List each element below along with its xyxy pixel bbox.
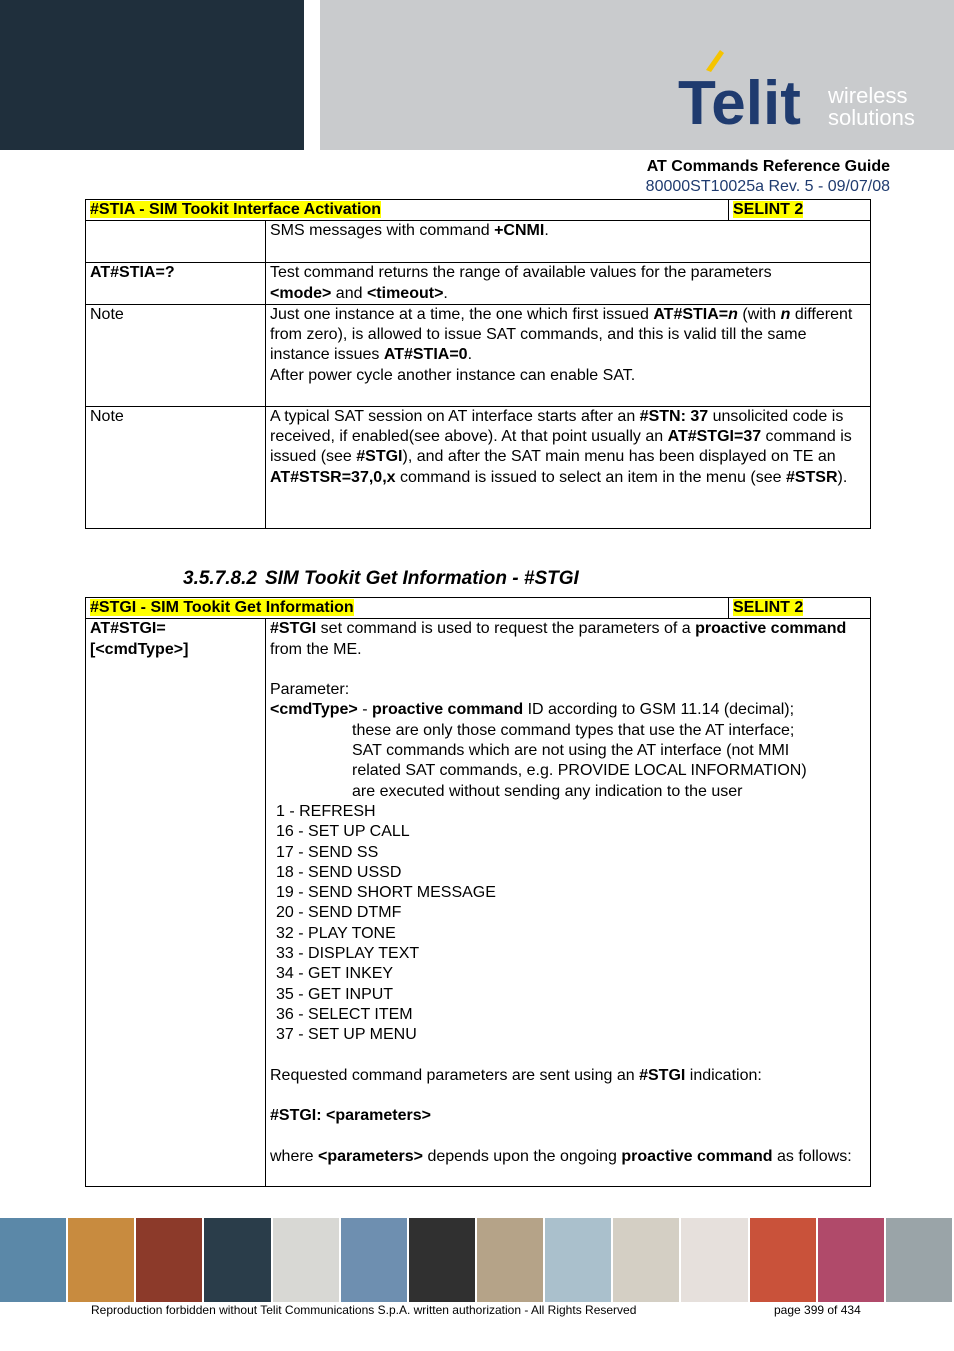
footer-photo-strip <box>0 1218 954 1302</box>
cmdtype-value: 35 - GET INPUT <box>276 985 394 1003</box>
param-desc-line: SAT commands which are not using the AT interface (not MMI <box>352 742 790 760</box>
cmdtype-value: 20 - SEND DTMF <box>276 904 402 922</box>
stia-note2-label: Note <box>86 406 266 528</box>
cmdtype-value: 1 - REFRESH <box>276 802 376 820</box>
footer-photo-tile <box>750 1218 818 1302</box>
footer-photo-tile <box>409 1218 477 1302</box>
footer-photo-tile <box>545 1218 613 1302</box>
stia-note1-text: Just one instance at a time, the one which first issued AT#STIA=n (with n different from zero), is allowed to issue SAT commands, and this is valid till the same instance issues AT#STIA=0. After power cycle another instance can enable SAT. <box>266 304 871 406</box>
footer-photo-tile <box>341 1218 409 1302</box>
cmdtype-value: 36 - SELECT ITEM <box>276 1005 413 1023</box>
cmdtype-value: 17 - SEND SS <box>276 843 379 861</box>
footer-photo-tile <box>136 1218 204 1302</box>
stia-title: #STIA - SIM Tookit Interface Activation <box>90 201 381 218</box>
stia-row1-label <box>86 221 266 263</box>
stia-table <box>85 199 871 529</box>
stia-selint-cell <box>729 200 871 221</box>
cmdtype-value: 37 - SET UP MENU <box>276 1026 417 1044</box>
cmdtype-value: 33 - DISPLAY TEXT <box>276 945 420 963</box>
cmdtype-param: <cmdType> - proactive command ID according to GSM 11.14 (decimal); <box>270 701 795 719</box>
header-dark-panel <box>0 0 304 150</box>
cmdtype-value: 34 - GET INKEY <box>276 965 394 983</box>
stgi-title: #STGI - SIM Tookit Get Information <box>90 599 354 616</box>
param-desc-line: related SAT commands, e.g. PROVIDE LOCAL INFORMATION) <box>352 762 807 780</box>
parameter-label: Parameter: <box>270 681 350 699</box>
request-text: Requested command parameters are sent using an #STGI indication: <box>270 1066 762 1084</box>
stia-title-cell <box>86 200 729 221</box>
cmdtype-value: 32 - PLAY TONE <box>276 924 396 942</box>
cmdtype-value: 19 - SEND SHORT MESSAGE <box>276 884 496 902</box>
footer-photo-tile <box>0 1218 68 1302</box>
footer-photo-tile <box>886 1218 954 1302</box>
footer-photo-tile <box>68 1218 136 1302</box>
logo-tagline-1: wireless <box>828 83 908 108</box>
cmdtype-value: 18 - SEND USSD <box>276 863 402 881</box>
stgi-selint: SELINT 2 <box>733 599 804 616</box>
telit-logo <box>676 48 936 133</box>
footer-photo-tile <box>477 1218 545 1302</box>
document-title: AT Commands Reference Guide <box>646 158 890 175</box>
stgi-command-cell: AT#STGI= [<cmdType>] <box>86 619 266 1187</box>
response-format: #STGI: <parameters> <box>270 1107 431 1125</box>
stia-test-label: AT#STIA=? <box>86 263 266 305</box>
stia-test-text: Test command returns the range of available values for the parameters <mode> and <timeout>. <box>266 263 871 305</box>
section-title: SIM Tookit Get Information - #STGI <box>264 568 579 589</box>
logo-tagline-2: solutions <box>828 105 915 130</box>
param-desc-line: these are only those command types that use the AT interface; <box>352 721 795 739</box>
footer-photo-tile <box>818 1218 886 1302</box>
stia-selint: SELINT 2 <box>733 201 804 218</box>
footer-photo-tile <box>613 1218 681 1302</box>
stia-row1-text: SMS messages with command +CNMI. <box>266 221 871 263</box>
footer-photo-tile <box>273 1218 341 1302</box>
param-desc-line: are executed without sending any indication to the user <box>352 782 743 800</box>
where-text: where <parameters> depends upon the ongoing proactive command as follows: <box>270 1148 852 1166</box>
stgi-description-cell <box>266 619 871 1187</box>
footer-photo-tile <box>204 1218 272 1302</box>
cmdtype-value: 16 - SET UP CALL <box>276 823 410 841</box>
stia-note1-label: Note <box>86 304 266 406</box>
stgi-selint-cell <box>729 598 871 619</box>
logo-wordmark: Telit <box>678 69 801 133</box>
section-heading <box>183 568 579 590</box>
stgi-intro: #STGI set command is used to request the parameters of a proactive command from the ME. <box>270 620 847 658</box>
stgi-title-cell <box>86 598 729 619</box>
footer-photo-tile <box>681 1218 749 1302</box>
section-number: 3.5.7.8.2 <box>183 568 257 589</box>
page-number: page 399 of 434 <box>774 1303 861 1317</box>
stia-note2-text: A typical SAT session on AT interface starts after an #STN: 37 unsolicited code is received, if enabled(see above). At that point usually an AT#STGI=37 command is issued (see #STGI), and after the SAT main menu has been displayed on TE an AT#STSR=37,0,x command is issued to select an item in the menu (see #STSR). <box>266 406 871 528</box>
footer-copyright: Reproduction forbidden without Telit Communications S.p.A. written authorization - All Rights Reserved <box>91 1303 637 1317</box>
document-revision: 80000ST10025a Rev. 5 - 09/07/08 <box>645 178 890 195</box>
stgi-table <box>85 597 871 1187</box>
